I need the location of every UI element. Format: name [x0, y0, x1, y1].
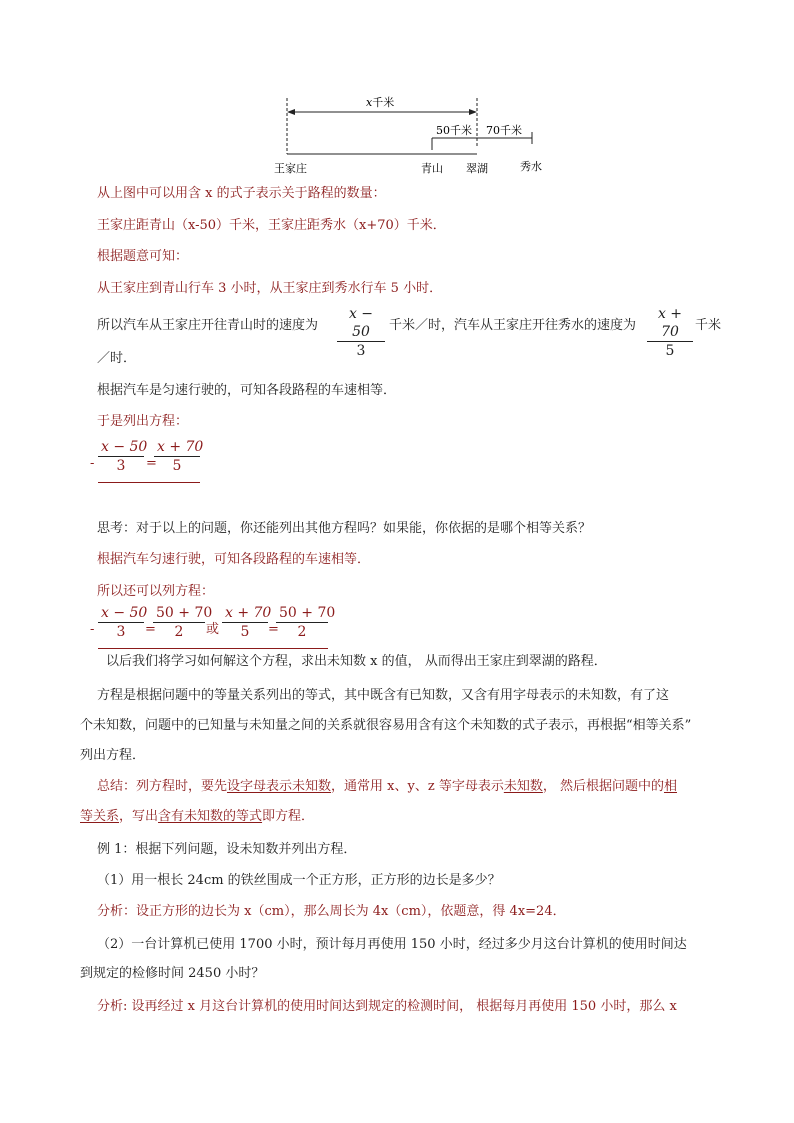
paragraph-8: 思考：对于以上的问题，你还能列出其他方程吗？如果能，你依据的是哪个相等关系？: [97, 521, 592, 536]
route-diagram: [270, 92, 560, 182]
paragraph-2: 王家庄距青山（x-50）千米，王家庄距秀水（x+70）千米．: [97, 218, 446, 233]
seg1-label: 50千米: [436, 124, 472, 137]
fraction-xiushui-speed: x + 70 5: [647, 305, 693, 360]
paragraph-6: 根据汽车是匀速行驶的，可知各段路程的车速相等．: [97, 383, 397, 398]
speed-text-c: 千米: [695, 318, 722, 333]
speed-text-b: 千米／时，汽车从王家庄开往秀水的速度为: [389, 318, 637, 333]
place-wangjiazhuang: 王家庄: [274, 162, 307, 175]
arrow-right-icon: [469, 109, 477, 115]
summary-line-1: 总结：列方程时，要先设字母表示未知数，通常用 x、y、z 等字母表示未知数， 然后根据问题中的相: [97, 779, 677, 794]
question-2-line-2: 到规定的检修时间 2450 小时？: [80, 966, 265, 981]
fraction-qingshan-speed: x − 50 3: [337, 305, 385, 360]
paragraph-12-line-3: 列出方程．: [80, 748, 146, 763]
paragraph-7: 于是列出方程：: [97, 414, 189, 429]
paragraph-3: 根据题意可知：: [97, 249, 189, 264]
total-label: x千米: [366, 96, 395, 109]
example-1-title: 例 1：根据下列问题，设未知数并列出方程．: [97, 842, 357, 857]
paragraph-10: 所以还可以列方程：: [97, 584, 215, 599]
speed-text-d: ／时．: [97, 351, 137, 366]
paragraph-1: 从上图中可以用含 x 的式子表示关于路程的数量：: [97, 186, 386, 201]
eq1-left-fraction: x − 50 3: [98, 438, 144, 475]
speed-text-a: 所以汽车从王家庄开往青山时的速度为: [97, 318, 319, 333]
eq2-fraction-d: 50 + 70 2: [276, 604, 328, 641]
eq2-fraction-c: x + 70 5: [222, 604, 268, 641]
question-1: （1）用一根长 24cm 的铁丝围成一个正方形，正方形的边长是多少？: [97, 873, 501, 888]
paragraph-9: 根据汽车匀速行驶，可知各段路程的车速相等．: [97, 552, 371, 567]
paragraph-12-line-1: 方程是根据问题中的等量关系列出的等式，其中既含有已知数，又含有用字母表示的未知数，有了这: [97, 688, 670, 703]
place-xiushui: 秀水: [520, 160, 542, 173]
seg2-label: 70千米: [486, 124, 522, 137]
summary-key-4: 含有未知数的等式: [158, 809, 263, 824]
analysis-1: 分析：设正方形的边长为 x（cm），那么周长为 4x（cm），依题意，得 4x=24．: [97, 904, 566, 919]
eq2-fraction-a: x − 50 3: [98, 604, 144, 641]
summary-key-2: 未知数: [503, 779, 543, 794]
paragraph-4: 从王家庄到青山行车 3 小时，从王家庄到秀水行车 5 小时．: [97, 281, 443, 296]
question-2-line-1: （2）一台计算机已使用 1700 小时，预计每月再使用 150 小时，经过多少月这台计算机的使用时间达: [97, 937, 687, 952]
place-qingshan: 青山: [421, 162, 443, 175]
summary-key-3a: 相: [663, 779, 677, 794]
paragraph-11: 以后我们将学习如何解这个方程，求出未知数 x 的值， 从而得出王家庄到翠湖的路程．: [106, 654, 607, 669]
summary-line-2: 等关系，写出含有未知数的等式即方程．: [80, 809, 315, 824]
arrow-left-icon: [287, 109, 295, 115]
summary-key-1: 设字母表示未知数: [227, 779, 332, 794]
paragraph-12-line-2: 个未知数，问题中的已知量与未知量之间的关系就很容易用含有这个未知数的式子表示，再根据“相等关系”: [80, 718, 692, 733]
eq1-right-fraction: x + 70 5: [154, 438, 200, 475]
equation-1: - x − 50 3 = x + 70 5: [90, 438, 202, 486]
summary-key-3b: 等关系: [80, 809, 120, 824]
analysis-2: 分析: 设再经过 x 月这台计算机的使用时间达到规定的检测时间， 根据每月再使用 150 小时，那么 x: [97, 999, 677, 1014]
equation-2: - x − 50 3 = 50 + 70 2 或 x + 70 5 = 50 + 70 2: [90, 604, 330, 652]
eq2-fraction-b: 50 + 70 2: [153, 604, 205, 641]
place-cuihu: 翠湖: [466, 162, 488, 175]
